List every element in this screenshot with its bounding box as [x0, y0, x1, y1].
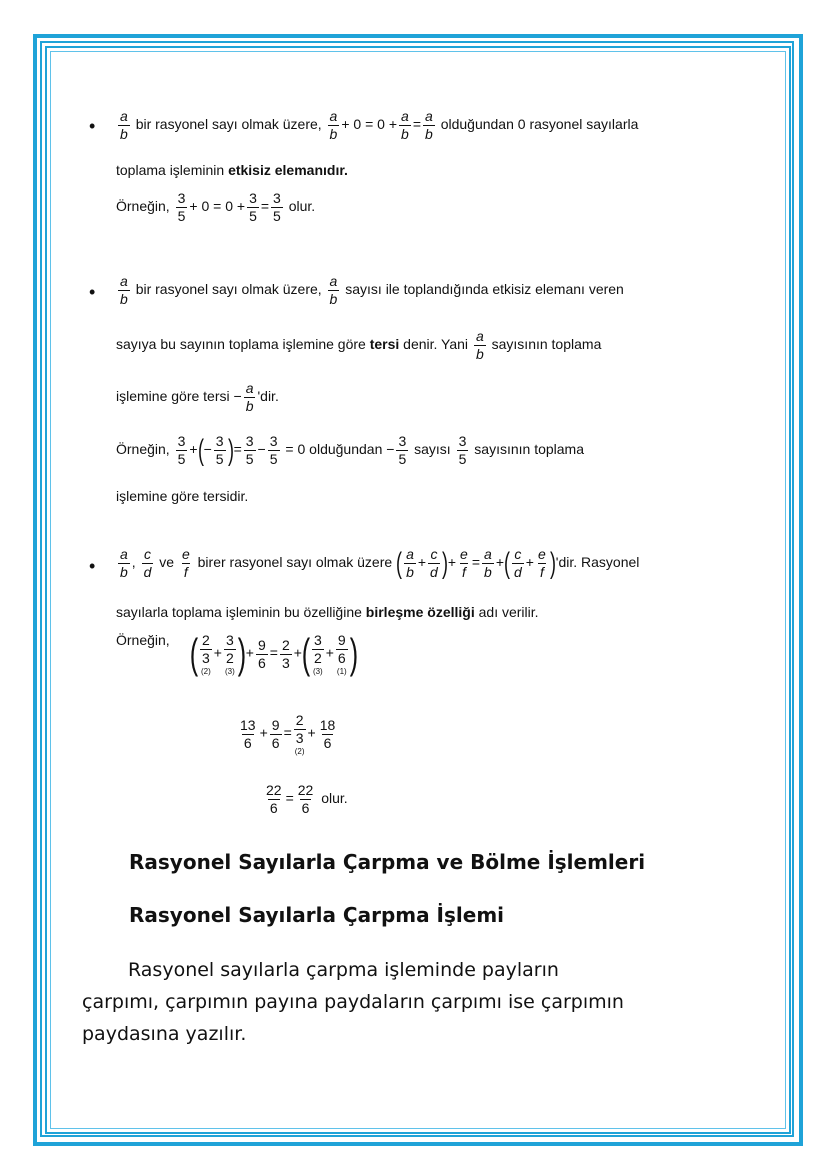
- bullet-3-example-label: Örneğin,: [116, 632, 170, 648]
- bullet-2-example: Örneğin, $\frac{3}{5}$ +(− $\frac{3}{5}$ )= $\frac{3}{5}$ − $\frac{3}{5}$ = 0 olduğundan − $\frac{3}{5}$ sayısı $\frac{3}{5}$ sayısının toplama: [116, 433, 585, 467]
- bullet-2-line-1: $\frac{a}{b}$ bir rasyonel sayı olmak üzere, $\frac{a}{b}$ sayısı ile toplandığında etkisiz elemanı veren: [120, 273, 624, 307]
- fraction: $\frac{c}{d}$: [143, 546, 152, 580]
- fraction: $\frac{18}{6}$: [319, 716, 336, 751]
- bullet-3-line-2: sayılarla toplama işleminin bu özelliğine birleşme özelliği adı verilir.: [116, 604, 539, 620]
- fraction: $\frac{9}{6}$: [271, 716, 280, 751]
- bullet-3-example-eq-2: $\frac{13}{6}$ + $\frac{9}{6}$ = 2 3 (2) + $\frac{18}{6}$: [240, 712, 336, 756]
- paragraph-line-2: çarpımı, çarpımın payına paydaların çarpımı ise çarpımın: [82, 991, 624, 1013]
- bullet-2-example-line-2: işlemine göre tersidir.: [116, 488, 249, 504]
- fraction: $\frac{e}{f}$: [181, 546, 190, 580]
- bullet-1-marker: •: [89, 116, 96, 136]
- bullet-2-line-2: sayıya bu sayının toplama işlemine göre tersi denir. Yani $\frac{a}{b}$ sayısının toplama: [116, 328, 602, 362]
- fraction: $\frac{a}{b}$: [406, 546, 414, 580]
- fraction: $\frac{22}{6}$: [266, 782, 282, 816]
- fraction: $\frac{3}{5}$: [177, 190, 186, 224]
- fraction: $\frac{2}{3}$: [281, 636, 290, 671]
- paragraph-line-1: Rasyonel sayılarla çarpma işleminde payların: [128, 959, 559, 981]
- fraction: $\frac{a}{b}$: [401, 108, 409, 142]
- fraction: $\frac{a}{b}$: [475, 328, 484, 362]
- subsection-heading: Rasyonel Sayılarla Çarpma İşlemi: [129, 903, 505, 927]
- fraction: $\frac{c}{d}$: [514, 546, 522, 580]
- bullet-1-line-2: toplama işleminin etkisiz elemanıdır.: [116, 162, 348, 178]
- fraction: $\frac{3}{5}$: [273, 190, 281, 224]
- fraction-a-b: $\frac{a}{b}$: [120, 108, 128, 142]
- paragraph-line-3: paydasına yazılır.: [82, 1023, 247, 1045]
- bullet-2-line-3: işlemine göre tersi − $\frac{a}{b}$ 'dir.: [116, 380, 279, 414]
- fraction: $\frac{a}{b}$: [484, 546, 492, 580]
- fraction: $\frac{3}{5}$: [398, 433, 407, 467]
- fraction: $\frac{9}{6}$: [257, 636, 266, 671]
- bullet-1-example: Örneğin, $\frac{3}{5}$ + 0 = 0 + $\frac{3}{5}$ = $\frac{3}{5}$ olur.: [116, 190, 316, 224]
- fraction: $\frac{3}{5}$: [269, 433, 278, 467]
- body-paragraph: [82, 954, 742, 1050]
- fraction: $\frac{3}{5}$: [249, 190, 257, 224]
- fraction: $\frac{e}{f}$: [537, 546, 546, 580]
- fraction: 2 3 (2): [294, 712, 305, 756]
- fraction: $\frac{a}{b}$: [329, 273, 338, 307]
- fraction: $\frac{3}{5}$: [245, 433, 254, 467]
- fraction: $\frac{c}{d}$: [430, 546, 438, 580]
- bullet-3-example-eq-1: ( 2 3 (2) + 3 2 (3) )+ $\frac{9}{6}$ = $\frac{2}{3}$ +( 3 2 (3) + 9 6 (1) ): [189, 630, 358, 677]
- fraction: $\frac{22}{6}$: [297, 782, 314, 816]
- fraction: $\frac{e}{f}$: [460, 546, 468, 580]
- fraction: $\frac{a}{b}$: [245, 380, 254, 414]
- bullet-3-example-eq-3: $\frac{22}{6}$ = $\frac{22}{6}$ olur.: [266, 782, 348, 816]
- fraction: 2 3 (2): [201, 632, 211, 676]
- fraction: 3 2 (3): [312, 632, 323, 676]
- fraction: $\frac{13}{6}$: [240, 716, 256, 751]
- bullet-3-line-1: $\frac{a}{b}$ , $\frac{c}{d}$ ve $\frac{e}{f}$ birer rasyonel sayı olmak üzere ( $\frac{a}{b}$ + $\frac{c}{d}$ )+ $\frac{e}{f}$ = $\frac{a}{b}$ +( $\frac{c}{d}$ + $\frac{e}{f}$ )'dir. Rasyonel: [120, 546, 640, 580]
- fraction: $\frac{a}{b}$: [425, 108, 433, 142]
- bullet-1-line-1: $\frac{a}{b}$ bir rasyonel sayı olmak üzere, $\frac{a}{b}$ + 0 = 0 + $\frac{a}{b}$ = $\frac{a}{b}$ olduğundan 0 rasyonel sayılarla: [120, 108, 639, 142]
- fraction: 3 2 (3): [224, 632, 235, 676]
- bullet-2-marker: •: [89, 282, 96, 302]
- fraction: $\frac{3}{5}$: [215, 433, 224, 467]
- fraction: $\frac{a}{b}$: [329, 108, 338, 142]
- fraction: $\frac{3}{5}$: [458, 433, 467, 467]
- bullet-3-marker: •: [89, 556, 96, 576]
- section-heading: Rasyonel Sayılarla Çarpma ve Bölme İşlemleri: [129, 850, 646, 874]
- fraction: $\frac{a}{b}$: [120, 273, 128, 307]
- fraction: 9 6 (1): [336, 632, 347, 676]
- fraction: $\frac{3}{5}$: [177, 433, 186, 467]
- fraction: $\frac{a}{b}$: [120, 546, 128, 580]
